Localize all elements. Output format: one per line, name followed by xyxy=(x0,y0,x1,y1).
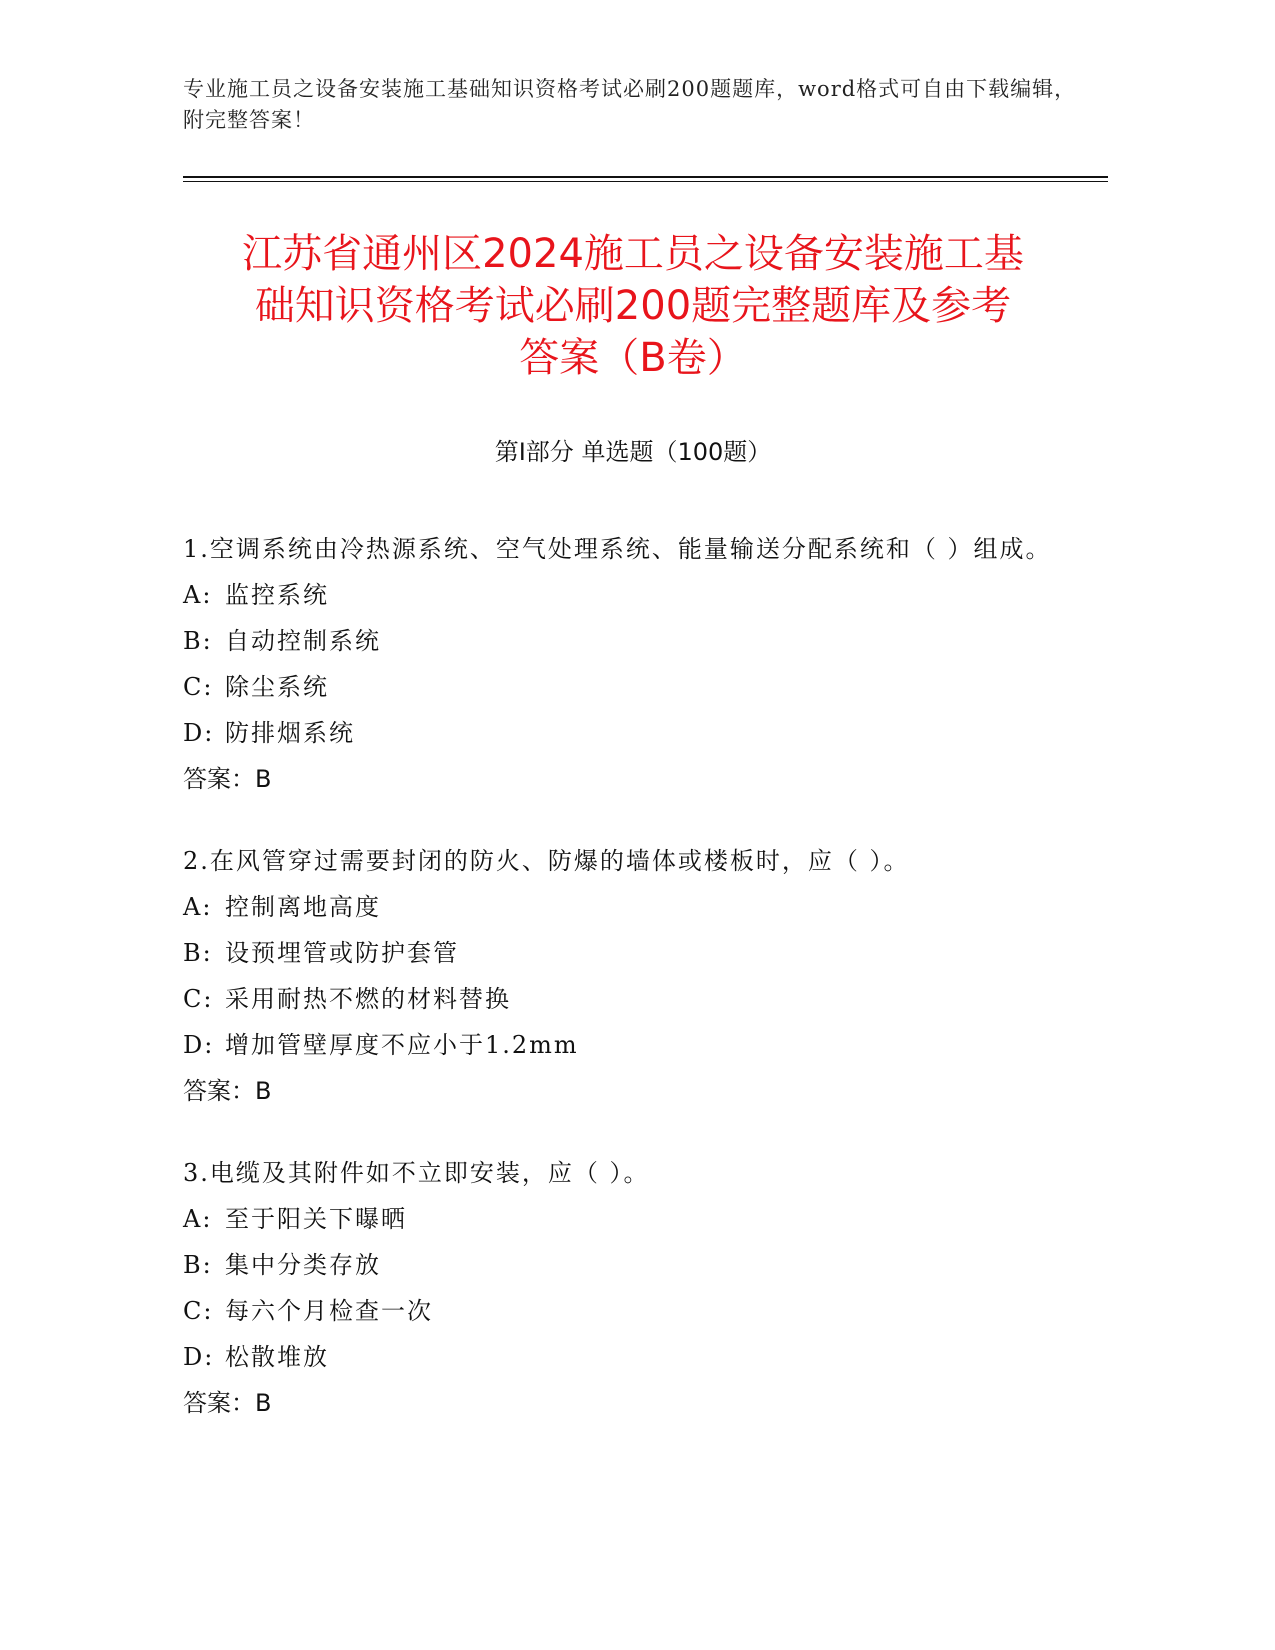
option-text: 除尘系统 xyxy=(225,673,329,701)
option-d xyxy=(183,1022,1063,1068)
option-text: 控制离地高度 xyxy=(225,893,381,921)
option-text: 自动控制系统 xyxy=(225,627,381,655)
option-d xyxy=(183,1334,1063,1380)
option-b xyxy=(183,1242,1063,1288)
option-letter: D: xyxy=(183,1031,215,1059)
option-text: 松散堆放 xyxy=(225,1343,329,1371)
option-text: 采用耐热不燃的材料替换 xyxy=(225,985,511,1013)
option-letter: A: xyxy=(183,893,213,921)
option-text: 监控系统 xyxy=(225,581,329,609)
option-text: 每六个月检查一次 xyxy=(225,1297,433,1325)
option-letter: B: xyxy=(183,939,213,967)
option-text: 防排烟系统 xyxy=(225,719,355,747)
question-stem: 3.电缆及其附件如不立即安装，应（ ）。 xyxy=(183,1159,650,1187)
option-b xyxy=(183,930,1063,976)
question-list xyxy=(183,526,1063,1462)
question-stem: 1.空调系统由冷热源系统、空气处理系统、能量输送分配系统和（ ）组成。 xyxy=(183,535,1052,563)
option-letter: C: xyxy=(183,985,214,1013)
header-divider-thick xyxy=(183,176,1108,178)
option-a xyxy=(183,884,1063,930)
header-note: 专业施工员之设备安装施工基础知识资格考试必刷200题题库，word格式可自由下载编辑，附完整答案！ xyxy=(183,77,1077,132)
option-text: 集中分类存放 xyxy=(225,1251,381,1279)
question-3 xyxy=(183,1150,1063,1426)
section-title: 第Ⅰ部分 单选题（100题） xyxy=(494,438,772,466)
title-line: 江苏省通州区2024施工员之设备安装施工基 xyxy=(242,231,1024,277)
title-line: 答案（B卷） xyxy=(519,335,747,381)
option-letter: B: xyxy=(183,627,213,655)
question-stem: 2.在风管穿过需要封闭的防火、防爆的墙体或楼板时，应（ ）。 xyxy=(183,847,910,875)
option-b xyxy=(183,618,1063,664)
option-a xyxy=(183,572,1063,618)
option-letter: C: xyxy=(183,673,214,701)
answer-line: 答案：B xyxy=(183,1389,272,1417)
option-letter: D: xyxy=(183,719,215,747)
option-letter: A: xyxy=(183,1205,213,1233)
option-c xyxy=(183,664,1063,710)
option-letter: D: xyxy=(183,1343,215,1371)
question-2 xyxy=(183,838,1063,1114)
option-c xyxy=(183,976,1063,1022)
option-text: 至于阳关下曝晒 xyxy=(225,1205,407,1233)
option-letter: B: xyxy=(183,1251,213,1279)
option-d xyxy=(183,710,1063,756)
header-divider-thin xyxy=(183,181,1108,182)
option-letter: C: xyxy=(183,1297,214,1325)
title-line: 础知识资格考试必刷200题完整题库及参考 xyxy=(254,283,1012,329)
answer-line: 答案：B xyxy=(183,765,272,793)
question-1 xyxy=(183,526,1063,802)
option-text: 增加管壁厚度不应小于1.2mm xyxy=(225,1031,579,1059)
option-text: 设预埋管或防护套管 xyxy=(225,939,459,967)
option-letter: A: xyxy=(183,581,213,609)
option-a xyxy=(183,1196,1063,1242)
answer-line: 答案：B xyxy=(183,1077,272,1105)
document-title xyxy=(183,228,1083,384)
option-c xyxy=(183,1288,1063,1334)
